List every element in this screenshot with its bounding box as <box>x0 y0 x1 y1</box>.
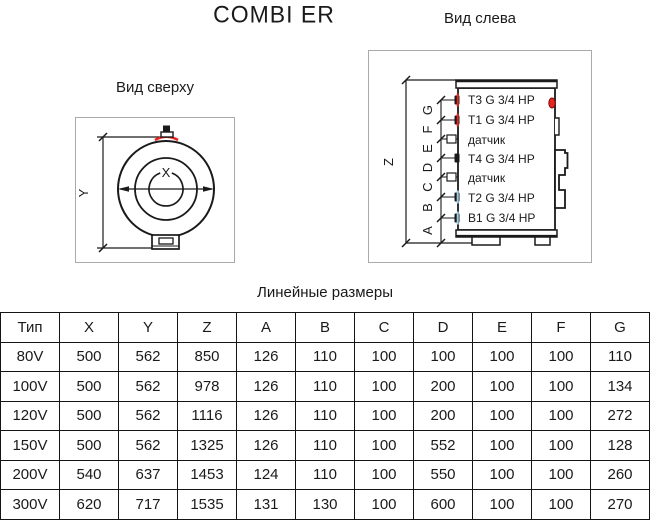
table-cell: 110 <box>296 342 355 372</box>
top-view-drawing <box>75 117 235 263</box>
column-header: Y <box>119 313 178 343</box>
table-title: Линейные размеры <box>257 284 393 301</box>
table-cell: 100 <box>355 431 414 461</box>
table-cell: 300V <box>1 490 60 520</box>
left-view-title: Вид слева <box>443 10 517 27</box>
segment-letter-b: B <box>420 203 435 212</box>
right-edge-notch <box>555 118 559 135</box>
port-label-t2: T2 G 3/4 HP <box>468 191 535 205</box>
segment-letter-f: F <box>420 125 435 134</box>
table-cell: 150V <box>1 431 60 461</box>
table-cell: 717 <box>119 490 178 520</box>
table-cell: 1116 <box>178 401 237 431</box>
table-cell: 130 <box>296 490 355 520</box>
table-cell: 100 <box>355 342 414 372</box>
table-cell: 540 <box>60 460 119 490</box>
table-cell: 100 <box>532 372 591 402</box>
table-cell: 100 <box>532 490 591 520</box>
tank-foot-left <box>472 237 500 245</box>
table-cell: 100 <box>414 342 473 372</box>
segment-letter-d: D <box>420 162 435 173</box>
page-title: COMBI ER <box>213 0 335 28</box>
top-view-title: Вид сверху <box>115 79 195 96</box>
column-header: X <box>60 313 119 343</box>
table-cell: 100V <box>1 372 60 402</box>
dim-letter-x: X <box>161 165 171 180</box>
table-cell: 100 <box>532 460 591 490</box>
column-header: Тип <box>1 313 60 343</box>
table-row <box>1 431 650 461</box>
segment-letter-a: A <box>420 226 435 235</box>
table-cell: 637 <box>119 460 178 490</box>
table-cell: 100 <box>355 372 414 402</box>
table-cell: 270 <box>591 490 650 520</box>
table-cell: 110 <box>591 342 650 372</box>
dim-letter-z: Z <box>381 158 396 166</box>
table-cell: 552 <box>414 431 473 461</box>
table-cell: 1535 <box>178 490 237 520</box>
table-cell: 500 <box>60 372 119 402</box>
table-cell: 126 <box>237 431 296 461</box>
left-view-drawing <box>368 50 592 263</box>
table-cell: 100 <box>355 401 414 431</box>
table-cell: 126 <box>237 342 296 372</box>
column-header: F <box>532 313 591 343</box>
table-cell: 850 <box>178 342 237 372</box>
table-cell: 500 <box>60 431 119 461</box>
table-cell: 124 <box>237 460 296 490</box>
column-header: A <box>237 313 296 343</box>
table-cell: 550 <box>414 460 473 490</box>
table-cell: 126 <box>237 372 296 402</box>
dim-letter-y: Y <box>76 188 91 198</box>
column-header: D <box>414 313 473 343</box>
table-cell: 80V <box>1 342 60 372</box>
table-cell: 562 <box>119 401 178 431</box>
table-cell: 200 <box>414 372 473 402</box>
bottom-bracket <box>152 235 179 249</box>
dimensions-table <box>0 312 650 520</box>
table-row <box>1 372 650 402</box>
table-cell: 562 <box>119 431 178 461</box>
port-label-t1: T1 G 3/4 HP <box>468 113 535 127</box>
table-row <box>1 460 650 490</box>
table-cell: 100 <box>473 401 532 431</box>
table-row <box>1 342 650 372</box>
table-cell: 1325 <box>178 431 237 461</box>
table-cell: 600 <box>414 490 473 520</box>
table-cell: 500 <box>60 401 119 431</box>
table-row <box>1 490 650 520</box>
column-header: C <box>355 313 414 343</box>
table-cell: 260 <box>591 460 650 490</box>
table-cell: 100 <box>473 431 532 461</box>
table-cell: 134 <box>591 372 650 402</box>
table-cell: 128 <box>591 431 650 461</box>
table-cell: 200V <box>1 460 60 490</box>
table-cell: 500 <box>60 342 119 372</box>
segment-letter-e: E <box>420 144 435 153</box>
column-header: B <box>296 313 355 343</box>
table-cell: 272 <box>591 401 650 431</box>
table-cell: 100 <box>473 460 532 490</box>
table-cell: 562 <box>119 372 178 402</box>
table-cell: 100 <box>473 342 532 372</box>
table-cell: 110 <box>296 431 355 461</box>
port-label-sensor1: датчик <box>468 133 506 147</box>
table-cell: 110 <box>296 372 355 402</box>
table-cell: 978 <box>178 372 237 402</box>
tank-foot-right <box>535 237 550 245</box>
table-cell: 120V <box>1 401 60 431</box>
segment-letter-c: C <box>420 182 435 192</box>
port-label-t3: T3 G 3/4 HP <box>468 93 535 107</box>
table-body <box>1 342 650 519</box>
table-cell: 110 <box>296 401 355 431</box>
table-cell: 110 <box>296 460 355 490</box>
table-cell: 100 <box>473 372 532 402</box>
table-cell: 126 <box>237 401 296 431</box>
column-header: E <box>473 313 532 343</box>
table-row <box>1 401 650 431</box>
table-cell: 1453 <box>178 460 237 490</box>
table-cell: 100 <box>473 490 532 520</box>
port-label-t4: T4 G 3/4 HP <box>468 152 535 166</box>
table-cell: 100 <box>532 401 591 431</box>
table-cell: 200 <box>414 401 473 431</box>
table-cell: 131 <box>237 490 296 520</box>
table-cell: 100 <box>532 431 591 461</box>
table-header-row <box>1 313 650 343</box>
table-cell: 620 <box>60 490 119 520</box>
table-cell: 562 <box>119 342 178 372</box>
table-cell: 100 <box>532 342 591 372</box>
segment-letter-g: G <box>420 104 435 116</box>
column-header: Z <box>178 313 237 343</box>
port-label-sensor2: датчик <box>468 171 506 185</box>
column-header: G <box>591 313 650 343</box>
port-label-b1: B1 G 3/4 HP <box>468 211 536 225</box>
red-indicator-dot <box>549 98 555 108</box>
table-cell: 100 <box>355 490 414 520</box>
table-cell: 100 <box>355 460 414 490</box>
